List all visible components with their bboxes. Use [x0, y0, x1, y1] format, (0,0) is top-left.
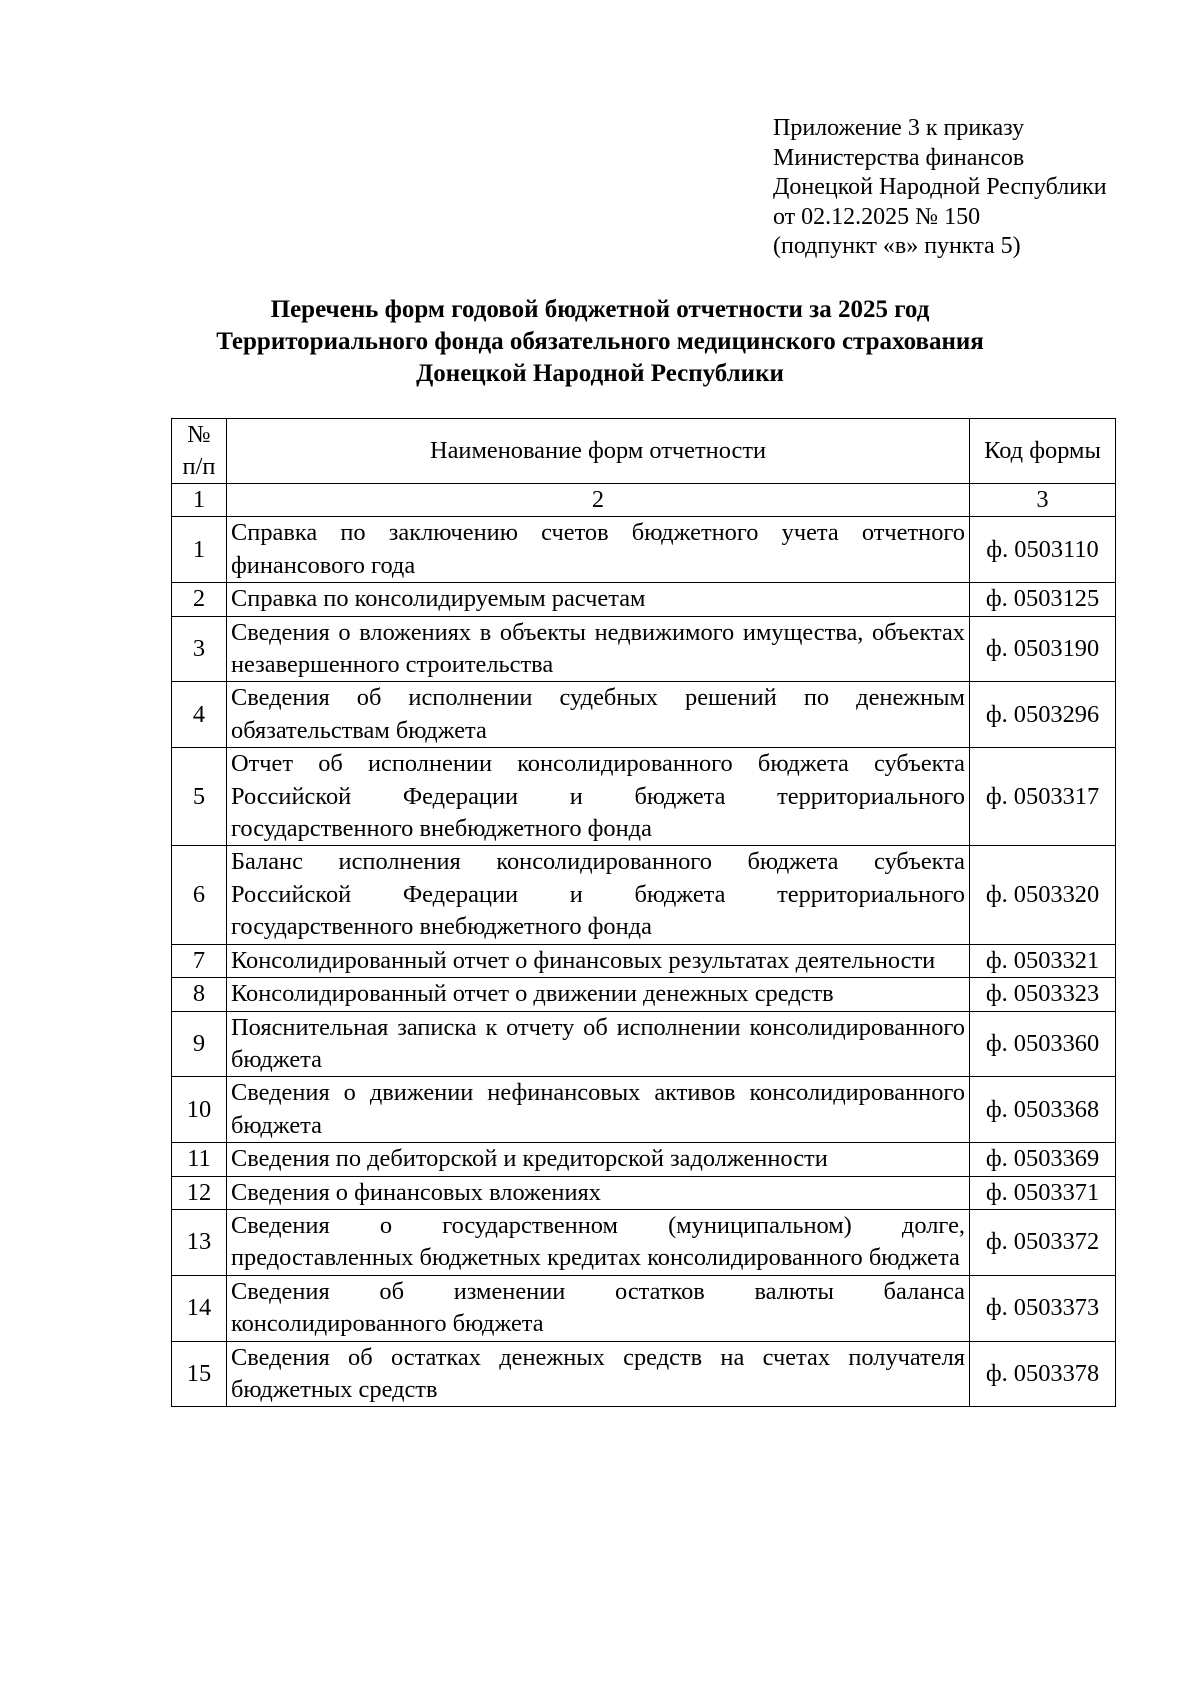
form-name: Консолидированный отчет о движении денежных средств	[227, 978, 970, 1011]
table-row	[172, 616, 1116, 682]
header-form-code: Код формы	[970, 419, 1116, 484]
table-row	[172, 748, 1116, 846]
column-index-row	[172, 484, 1116, 517]
form-code: ф. 0503360	[970, 1011, 1116, 1077]
table-row	[172, 944, 1116, 977]
row-number: 3	[172, 616, 227, 682]
form-name: Сведения о государственном (муниципальном) долге, предоставленных бюджетных кредитах консолидированного бюджета	[227, 1209, 970, 1275]
form-name: Сведения об изменении остатков валюты баланса консолидированного бюджета	[227, 1275, 970, 1341]
document-title	[120, 294, 1080, 390]
table-row	[172, 1176, 1116, 1209]
form-code: ф. 0503369	[970, 1143, 1116, 1176]
table-row	[172, 583, 1116, 616]
appendix-reference	[773, 114, 1107, 262]
appendix-line: Министерства финансов	[773, 144, 1025, 171]
title-line: Территориального фонда обязательного медицинского страхования	[216, 328, 984, 355]
form-name: Консолидированный отчет о финансовых результатах деятельности	[227, 944, 970, 977]
table-row	[172, 1143, 1116, 1176]
form-code: ф. 0503110	[970, 517, 1116, 583]
row-number: 12	[172, 1176, 227, 1209]
row-number: 15	[172, 1341, 227, 1407]
appendix-line: Донецкой Народной Республики	[773, 174, 1107, 200]
table-row	[172, 1077, 1116, 1143]
form-code: ф. 0503323	[970, 978, 1116, 1011]
forms-table	[171, 418, 1116, 1407]
row-number: 8	[172, 978, 227, 1011]
form-code: ф. 0503321	[970, 944, 1116, 977]
row-number: 2	[172, 583, 227, 616]
form-name: Пояснительная записка к отчету об исполнении консолидированного бюджета	[227, 1011, 970, 1077]
row-number: 14	[172, 1275, 227, 1341]
form-name: Сведения о вложениях в объекты недвижимого имущества, объектах незавершенного строительства	[227, 616, 970, 682]
form-name: Отчет об исполнении консолидированного бюджета субъекта Российской Федерации и бюджета территориального государственного внебюджетного фонда	[227, 748, 970, 846]
form-code: ф. 0503373	[970, 1275, 1116, 1341]
form-name: Сведения о финансовых вложениях	[227, 1176, 970, 1209]
row-number: 5	[172, 748, 227, 846]
form-code: ф. 0503125	[970, 583, 1116, 616]
form-name: Сведения об остатках денежных средств на счетах получателя бюджетных средств	[227, 1341, 970, 1407]
form-name: Сведения по дебиторской и кредиторской задолженности	[227, 1143, 970, 1176]
appendix-line: от 02.12.2025 № 150	[773, 203, 981, 230]
table-row	[172, 1341, 1116, 1407]
column-index: 2	[227, 484, 970, 517]
table-row	[172, 978, 1116, 1011]
form-code: ф. 0503368	[970, 1077, 1116, 1143]
row-number: 13	[172, 1209, 227, 1275]
row-number: 9	[172, 1011, 227, 1077]
table-row	[172, 1209, 1116, 1275]
table-header-row	[172, 419, 1116, 484]
form-code: ф. 0503190	[970, 616, 1116, 682]
row-number: 4	[172, 682, 227, 748]
form-code: ф. 0503371	[970, 1176, 1116, 1209]
column-index: 3	[970, 484, 1116, 517]
row-number: 1	[172, 517, 227, 583]
table-row	[172, 1011, 1116, 1077]
row-number: 7	[172, 944, 227, 977]
table-row	[172, 682, 1116, 748]
column-index: 1	[172, 484, 227, 517]
header-number-label: п/п	[182, 453, 216, 480]
form-name: Сведения о движении нефинансовых активов консолидированного бюджета	[227, 1077, 970, 1143]
table-row	[172, 517, 1116, 583]
form-code: ф. 0503296	[970, 682, 1116, 748]
row-number: 6	[172, 846, 227, 944]
table-row	[172, 846, 1116, 944]
header-number	[172, 419, 227, 484]
form-name: Баланс исполнения консолидированного бюджета субъекта Российской Федерации и бюджета территориального государственного внебюджетного фонда	[227, 846, 970, 944]
row-number: 10	[172, 1077, 227, 1143]
header-number-symbol: №	[187, 421, 211, 448]
row-number: 11	[172, 1143, 227, 1176]
table-row	[172, 1275, 1116, 1341]
form-name: Справка по заключению счетов бюджетного учета отчетного финансового года	[227, 517, 970, 583]
appendix-line: Приложение 3 к приказу	[773, 115, 1025, 141]
form-code: ф. 0503320	[970, 846, 1116, 944]
form-code: ф. 0503378	[970, 1341, 1116, 1407]
form-name: Сведения об исполнении судебных решений по денежным обязательствам бюджета	[227, 682, 970, 748]
form-code: ф. 0503372	[970, 1209, 1116, 1275]
form-name: Справка по консолидируемым расчетам	[227, 583, 970, 616]
appendix-line: (подпункт «в» пункта 5)	[773, 233, 1021, 259]
form-code: ф. 0503317	[970, 748, 1116, 846]
header-form-name: Наименование форм отчетности	[227, 419, 970, 484]
title-line: Перечень форм годовой бюджетной отчетности за 2025 год	[270, 296, 930, 323]
title-line: Донецкой Народной Республики	[416, 360, 784, 387]
